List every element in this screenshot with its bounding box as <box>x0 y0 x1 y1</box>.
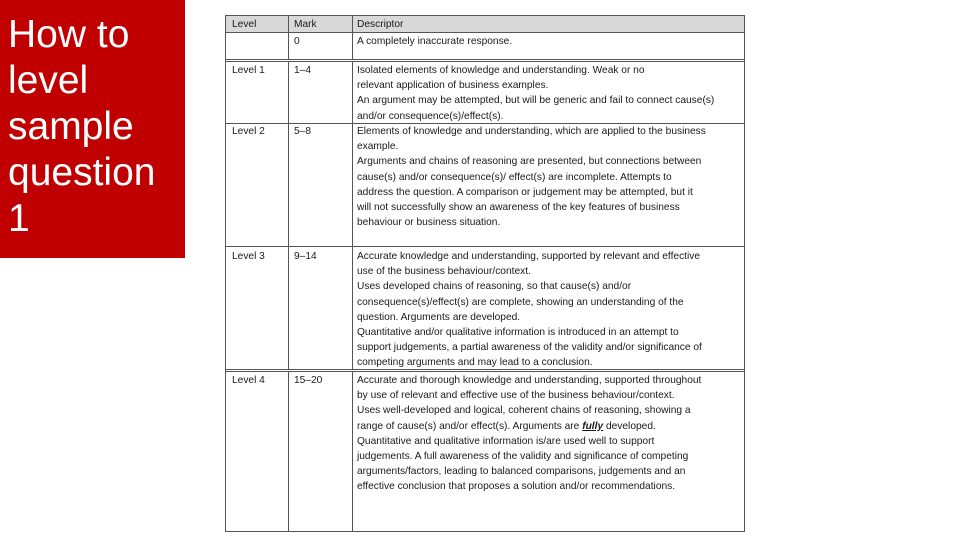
descriptor-line: Isolated elements of knowledge and understanding. Weak or no <box>357 65 645 76</box>
descriptor-line: address the question. A comparison or judgement may be attempted, but it <box>357 186 693 198</box>
row-divider <box>226 246 744 247</box>
descriptor-line: consequence(s)/effect(s) are complete, showing an understanding of the <box>357 296 684 308</box>
descriptor-line: effective conclusion that proposes a solution and/or recommendations. <box>357 481 676 493</box>
descriptor-line: Accurate and thorough knowledge and understanding, supported throughout <box>357 375 702 386</box>
column-divider <box>288 16 289 531</box>
title-panel <box>0 0 185 258</box>
row-3-level: Level 3 <box>232 251 265 262</box>
descriptor-line: support judgements, a partial awareness of the validity and/or significance of <box>357 342 702 354</box>
mark-scheme-table <box>225 15 745 532</box>
header-mark: Mark <box>294 19 317 30</box>
title-line: level <box>8 59 89 102</box>
title-line: sample <box>8 105 134 148</box>
row-1-descriptor <box>357 63 742 124</box>
descriptor-text: range of cause(s) and/or effect(s). Arguments are <box>357 420 583 432</box>
descriptor-line: cause(s) and/or consequence(s)/ effect(s) are incomplete. Attempts to <box>357 171 672 183</box>
descriptor-line: example. <box>357 141 399 153</box>
title-line: question <box>8 151 156 194</box>
row-1-mark: 1–4 <box>294 65 311 76</box>
row-0-mark: 0 <box>294 36 300 47</box>
row-divider <box>226 59 744 62</box>
title-line: 1 <box>8 197 30 240</box>
descriptor-line: judgements. A full awareness of the validity and significance of competing <box>357 451 689 463</box>
header-descriptor: Descriptor <box>357 19 404 30</box>
descriptor-line: and/or consequence(s)/effect(s). <box>357 110 504 122</box>
descriptor-line: will not successfully show an awareness of the key features of business <box>357 202 680 214</box>
descriptor-line: Elements of knowledge and understanding, which are applied to the business <box>357 126 706 137</box>
descriptor-line: arguments/factors, leading to balanced comparisons, judgements and an <box>357 466 686 478</box>
row-2-descriptor <box>357 124 742 230</box>
row-2-level: Level 2 <box>232 126 265 137</box>
descriptor-line <box>357 419 742 434</box>
emphasis-fully: fully <box>582 420 604 432</box>
descriptor-line: Quantitative and/or qualitative information is introduced in an attempt to <box>357 327 679 339</box>
descriptor-line: Uses developed chains of reasoning, so that cause(s) and/or <box>357 281 632 293</box>
descriptor-line: relevant application of business examples. <box>357 80 549 92</box>
header-level: Level <box>232 19 257 30</box>
row-1-level: Level 1 <box>232 65 265 76</box>
descriptor-line: Quantitative and qualitative information is/are used well to support <box>357 435 655 447</box>
row-3-mark: 9–14 <box>294 251 317 262</box>
slide-title <box>8 12 183 242</box>
descriptor-line: Arguments and chains of reasoning are presented, but connections between <box>357 156 702 168</box>
descriptor-line: by use of relevant and effective use of the business behaviour/context. <box>357 390 675 402</box>
row-2-mark: 5–8 <box>294 126 311 137</box>
descriptor-line: question. Arguments are developed. <box>357 311 521 323</box>
descriptor-line: Accurate knowledge and understanding, supported by relevant and effective <box>357 251 701 262</box>
row-0-descriptor <box>357 34 742 49</box>
descriptor-line: An argument may be attempted, but will be generic and fail to connect cause(s) <box>357 95 715 107</box>
descriptor-line: competing arguments and may lead to a conclusion. <box>357 357 593 369</box>
descriptor-line: behaviour or business situation. <box>357 217 501 229</box>
row-divider <box>226 369 744 372</box>
descriptor-line: Uses well-developed and logical, coherent chains of reasoning, showing a <box>357 405 691 417</box>
row-4-mark: 15–20 <box>294 375 323 386</box>
descriptor-line: A completely inaccurate response. <box>357 36 513 47</box>
row-4-descriptor <box>357 373 742 495</box>
column-divider <box>352 16 353 531</box>
descriptor-text: developed. <box>603 420 656 432</box>
descriptor-line: use of the business behaviour/context. <box>357 266 531 278</box>
row-4-level: Level 4 <box>232 375 265 386</box>
row-3-descriptor <box>357 249 742 371</box>
title-line: How to <box>8 13 130 56</box>
